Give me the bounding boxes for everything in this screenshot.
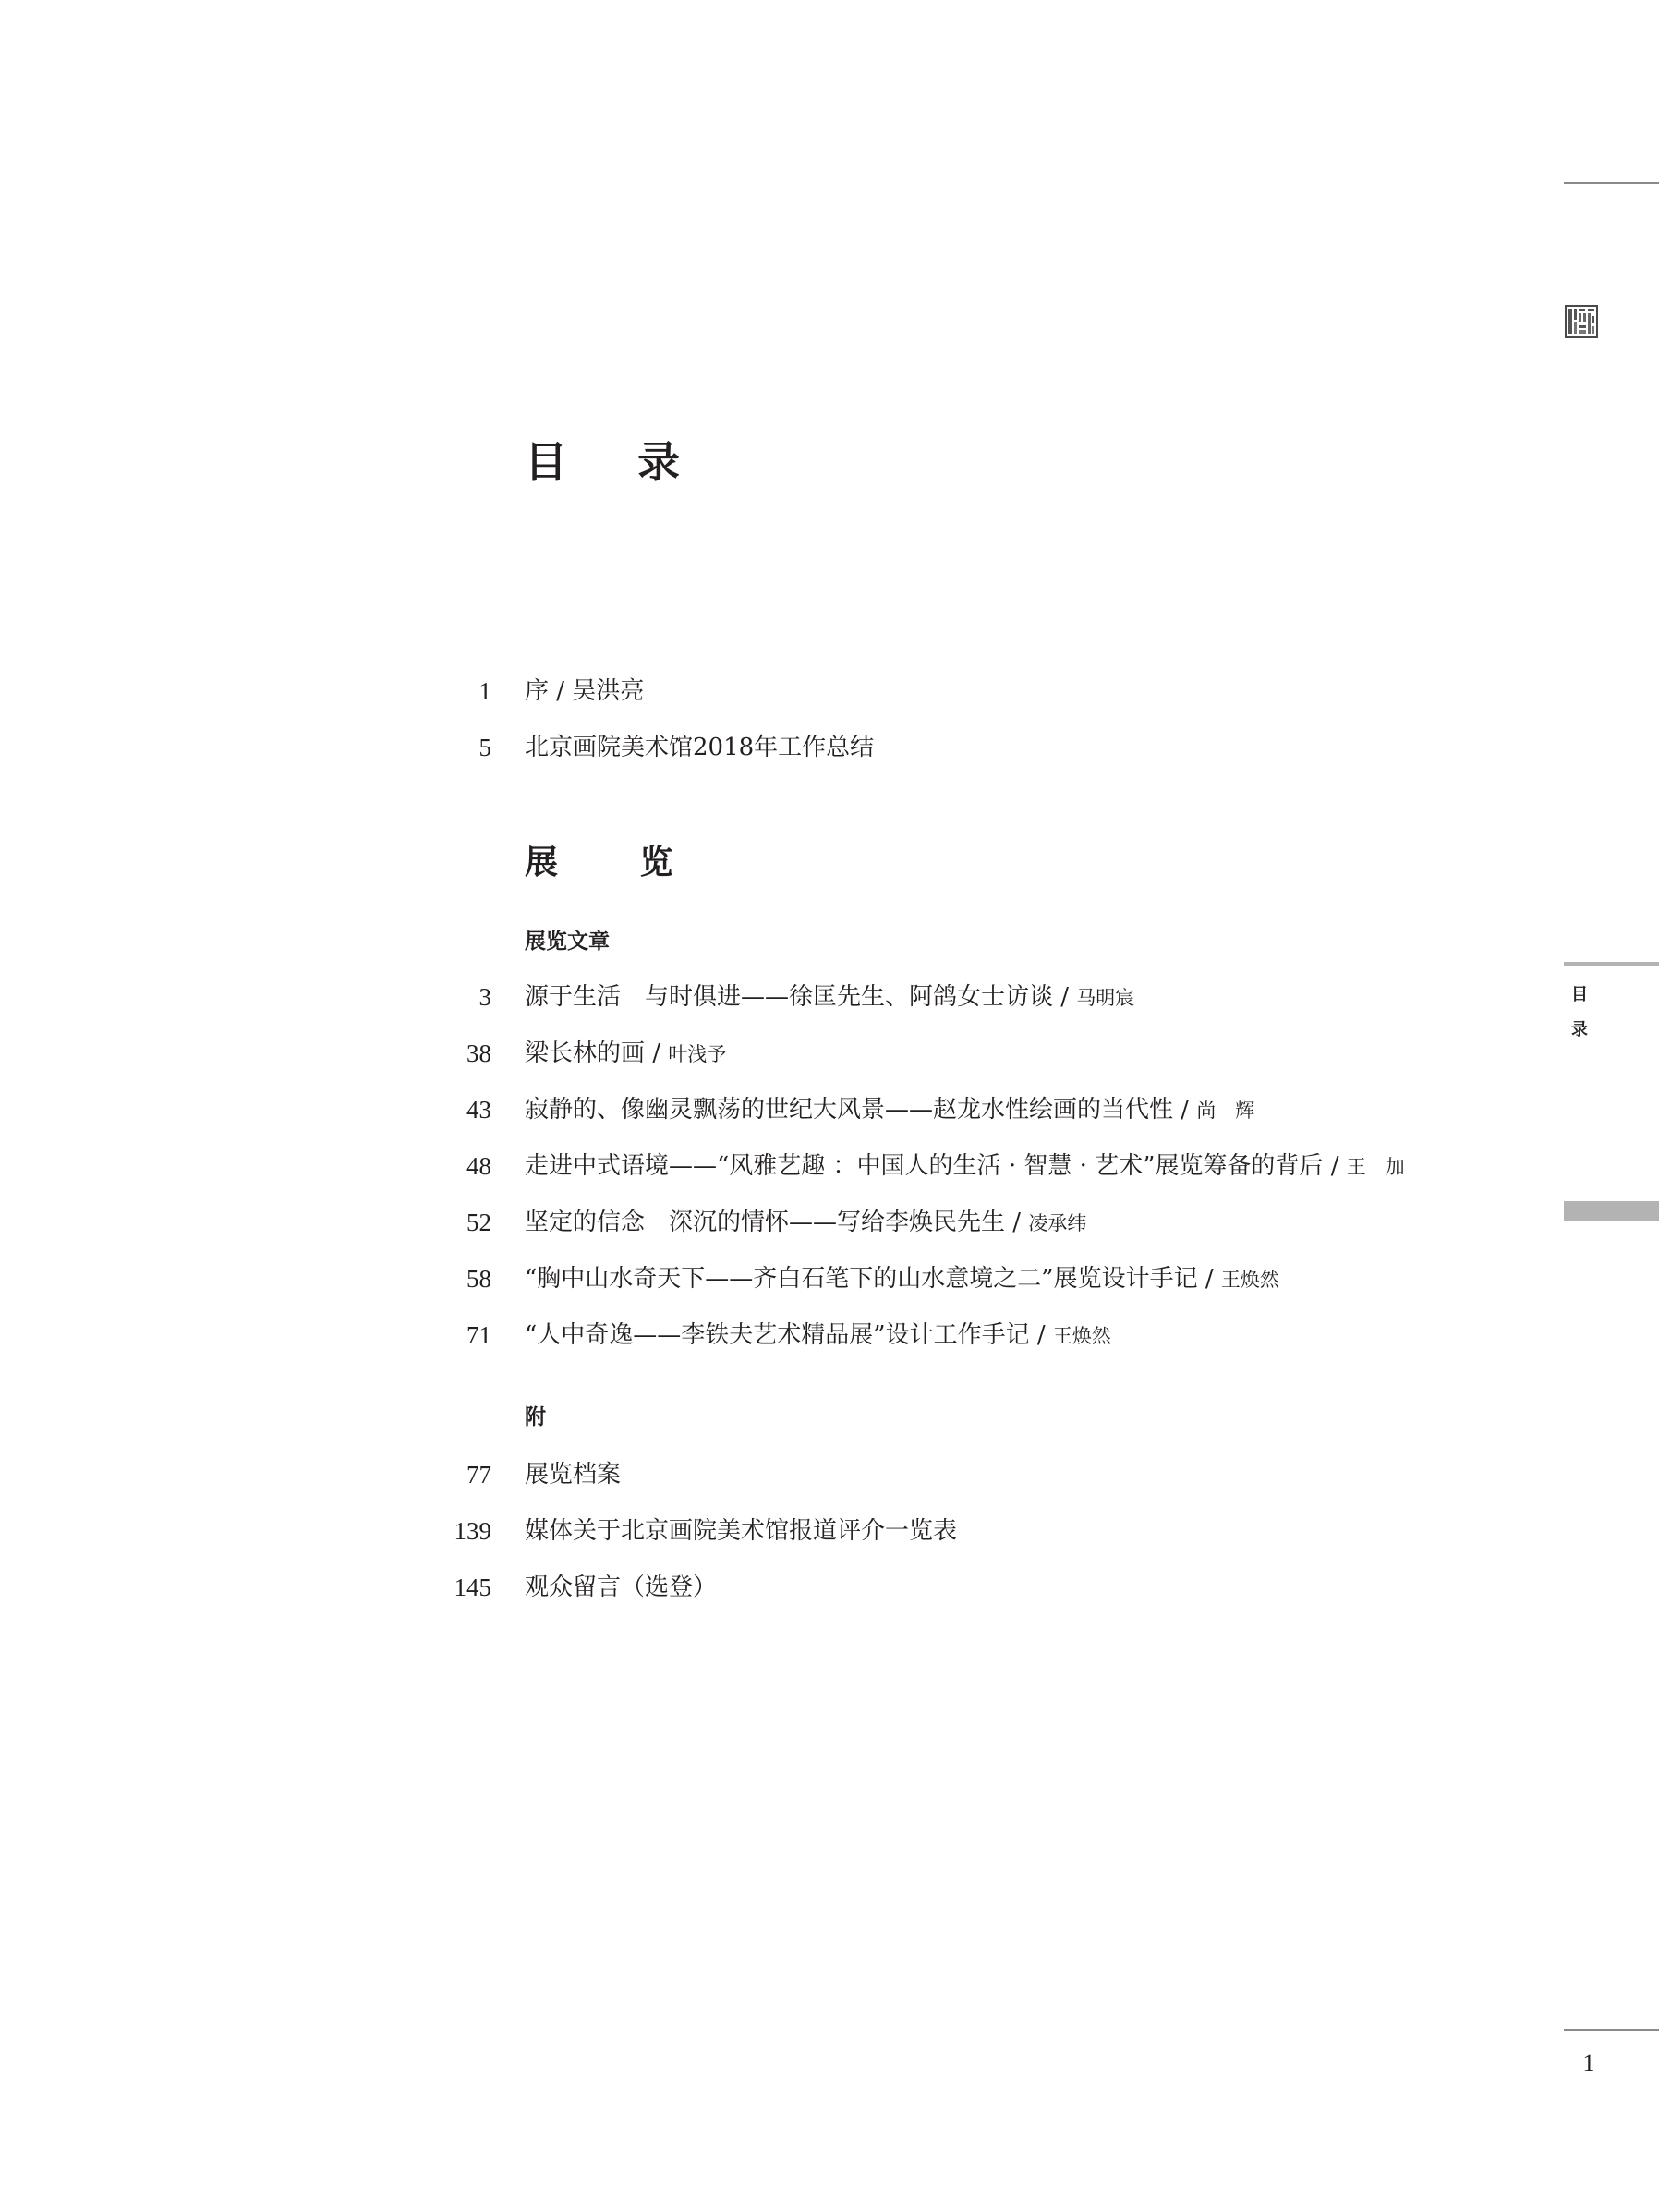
bottom-margin-rule	[1564, 2029, 1659, 2031]
toc-entry-title: 观众留言（选登）	[525, 1574, 718, 1601]
toc-entry-title: 梁长林的画 / 叶浅予	[525, 1039, 727, 1067]
toc-entry	[406, 1260, 1552, 1297]
toc-entry-author: 王焕然	[1052, 1325, 1111, 1347]
toc-entry-title-text: 寂静的、像幽灵飘荡的世纪大风景——赵龙水性绘画的当代性	[525, 1096, 1174, 1124]
toc-entry-page: 139	[454, 1517, 491, 1545]
toc-entry-author: 叶浅予	[668, 1043, 727, 1065]
toc-entry-page: 71	[466, 1321, 491, 1349]
toc-entry-title: 坚定的信念 深沉的情怀——写给李焕民先生 / 凌承纬	[525, 1209, 1087, 1236]
top-margin-rule	[1564, 182, 1659, 184]
toc-entry-author: 尚 辉	[1196, 1100, 1255, 1122]
toc-entry-title-text: 源于生活 与时俱进——徐匡先生、阿鸽女士访谈	[525, 983, 1054, 1011]
toc-entry-title-text: 序	[525, 677, 550, 705]
toc-entry-title: 源于生活 与时俱进——徐匡先生、阿鸽女士访谈 / 马明宸	[525, 983, 1135, 1011]
toc-entry	[406, 1456, 1552, 1493]
side-tab-label-2: 录	[1571, 1020, 1588, 1039]
toc-entry-title-text: 梁长林的画	[525, 1039, 646, 1067]
toc-entry-page: 145	[454, 1574, 491, 1601]
side-tab-rule	[1564, 962, 1659, 966]
toc-entry-title-text: “人中奇逸——李铁夫艺术精品展”设计工作手记	[525, 1321, 1030, 1349]
toc-entry-page: 1	[478, 677, 491, 705]
toc-entry	[406, 1513, 1552, 1550]
toc-entry-title: 媒体关于北京画院美术馆报道评介一览表	[525, 1517, 958, 1545]
toc-entry-title-text: 走进中式语境——“风雅艺趣 ：中国人的生活 · 智慧 · 艺术”展览筹备的背后	[525, 1152, 1324, 1180]
toc-entry-author: 王焕然	[1220, 1269, 1279, 1291]
toc-entry	[406, 729, 1552, 766]
subsection-heading-articles: 展览文章	[525, 930, 610, 954]
toc-entry	[406, 1204, 1552, 1241]
side-tab-label-1: 目	[1571, 985, 1588, 1004]
toc-entry	[406, 978, 1552, 1015]
toc-entry-title: 寂静的、像幽灵飘荡的世纪大风景——赵龙水性绘画的当代性 / 尚 辉	[525, 1096, 1255, 1124]
side-gray-bar	[1564, 1201, 1659, 1221]
toc-entry	[406, 1317, 1552, 1354]
toc-entry-title: 走进中式语境——“风雅艺趣 ：中国人的生活 · 智慧 · 艺术”展览筹备的背后 / 王 加	[525, 1152, 1405, 1180]
toc-entry-title: “人中奇逸——李铁夫艺术精品展”设计工作手记 / 王焕然	[525, 1321, 1111, 1349]
toc-entry	[406, 1569, 1552, 1606]
toc-entry-author: 凌承纬	[1028, 1212, 1087, 1234]
toc-title: 目 录	[525, 437, 708, 487]
toc-entry-page: 43	[466, 1096, 491, 1124]
toc-entry	[406, 1091, 1552, 1128]
seal-stamp-icon	[1565, 305, 1598, 338]
subsection-heading-appendix: 附	[525, 1405, 546, 1429]
toc-entry-page: 48	[466, 1152, 491, 1180]
toc-entry-title-text: 坚定的信念 深沉的情怀——写给李焕民先生	[525, 1209, 1006, 1236]
toc-entry	[406, 673, 1552, 710]
toc-entry-author: 吴洪亮	[572, 677, 645, 705]
page-number: 1	[1582, 2049, 1595, 2076]
toc-entry-page: 58	[466, 1265, 491, 1293]
section-heading-exhibition: 展 览	[525, 843, 708, 881]
toc-entry-title: 序 / 吴洪亮	[525, 677, 645, 705]
toc-entry-title: 北京画院美术馆2018年工作总结	[525, 734, 875, 761]
toc-entry-page: 77	[466, 1461, 491, 1489]
toc-entry-page: 5	[478, 734, 491, 761]
toc-entry-page: 38	[466, 1039, 491, 1067]
toc-entry-title: 展览档案	[525, 1461, 622, 1489]
toc-entry-title-text: “胸中山水奇天下——齐白石笔下的山水意境之二”展览设计手记	[525, 1265, 1198, 1293]
toc-entry-author: 王 加	[1346, 1156, 1405, 1178]
toc-entry-author: 马明宸	[1076, 987, 1135, 1009]
toc-entry	[406, 1148, 1552, 1185]
toc-entry-page: 3	[478, 983, 491, 1011]
toc-entry-title: “胸中山水奇天下——齐白石笔下的山水意境之二”展览设计手记 / 王焕然	[525, 1265, 1279, 1293]
toc-entry	[406, 1035, 1552, 1072]
toc-entry-page: 52	[466, 1209, 491, 1236]
